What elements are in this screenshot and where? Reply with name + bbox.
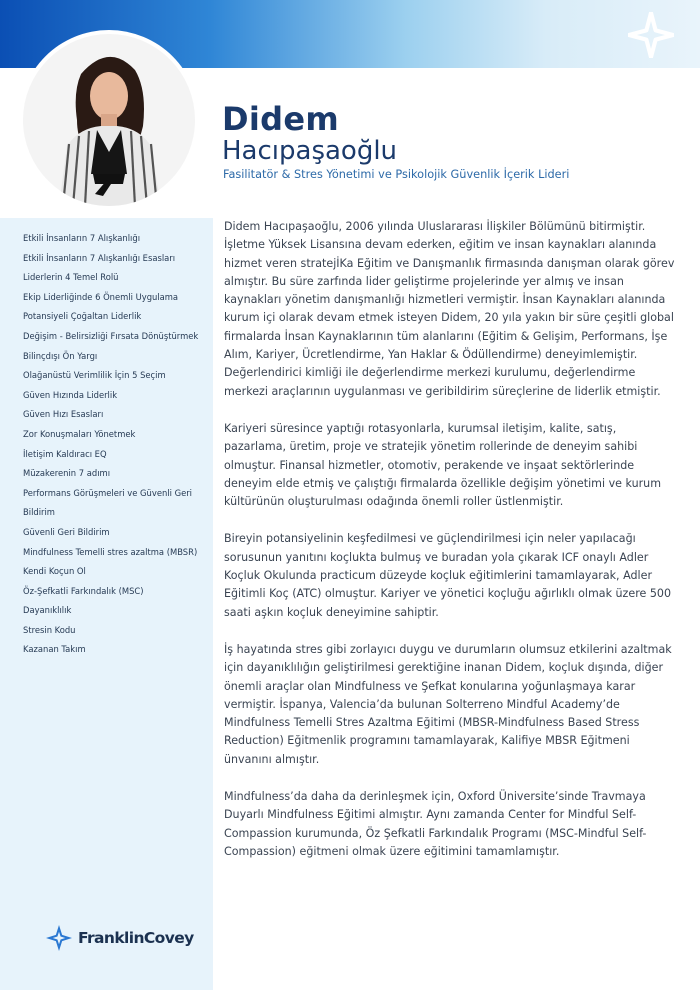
topic-item: Dayanıklılık bbox=[23, 605, 72, 616]
topic-item: Değişim - Belirsizliği Fırsata Dönüştürmek bbox=[23, 330, 199, 341]
topic-item: Güven Hızı Esasları bbox=[23, 409, 104, 420]
topic-item: Potansiyeli Çoğaltan Liderlik bbox=[23, 311, 142, 322]
topic-item: Etkili İnsanların 7 Alışkanlığı Esasları bbox=[23, 252, 176, 263]
topic-item: Müzakerenin 7 adımı bbox=[23, 468, 111, 479]
topic-item: Bildirim bbox=[23, 507, 55, 518]
topic-item: Öz-Şefkatli Farkındalık (MSC) bbox=[23, 585, 144, 596]
topic-item: Zor Konuşmaları Yönetmek bbox=[23, 428, 136, 439]
topic-item: Olağanüstü Verimlilik İçin 5 Seçim bbox=[23, 370, 166, 381]
bio-paragraph: Mindfulness’da daha da derinleşmek için, Oxford Üniversite’sinde Travmaya Duyarlı Mindfulness Eğitimi almıştır. Aynı zamanda Center for Mindful Self-Compassion kurumunda, Öz Şefkatli Farkındalık Programı (MSC-Mindful Self-Compassion) eğitmeni olmak üzere eğitimini tamamlamıştır. bbox=[224, 790, 647, 858]
topic-item: Güvenli Geri Bildirim bbox=[23, 526, 110, 537]
topic-item: İletişim Kaldıracı EQ bbox=[23, 448, 107, 459]
bio-paragraph: İş hayatında stres gibi zorlayıcı duygu ve durumların olumsuz etkilerini azaltmak için dayanıklılığın geliştirilmesi gerektiğine inanan Didem, koçluk dışında, diğer önemli araçlar olan Mindfulness ve Şefkat konularına yoğunlaşmaya karar vermiştir. İspanya, Valencia’da bulunan Solterreno Mindful Academy’de Mindfulness Temelli Stres Azaltma Eğitimi (MBSR-Mindfulness Based Stress Reduction) Eğitmenlik programını tamamlayarak, Kalifiye MBSR Eğitmeni ünvanını almıştır. bbox=[224, 642, 672, 766]
first-name: Didem bbox=[222, 100, 339, 138]
profile-photo bbox=[23, 34, 195, 206]
franklincovey-logo-text: FranklinCovey bbox=[78, 929, 194, 947]
bio-paragraph: Kariyeri süresince yaptığı rotasyonlarla, kurumsal iletişim, kalite, satış, pazarlama, üretim, proje ve stratejik yönetim rollerinde de deneyim sahibi olmuştur. Finansal hizmetler, otomotiv, perakende ve inşaat sektörlerinde deneyim elde etmiş ve çalıştığı firmalarda özellikle değişim yönetimi ve kurum kültürünün oluşturulması odağında önemli roller üstlenmiştir. bbox=[224, 421, 662, 509]
topic-item: Güven Hızında Liderlik bbox=[23, 389, 118, 400]
bio-paragraph: Didem Hacıpaşaoğlu, 2006 yılında Uluslararası İlişkiler Bölümünü bitirmiştir. İşletme Yüksek Lisansına devam ederken, eğitim ve insan kaynakları alanında hizmet veren stratejİKa Eğitim ve Danışmanlık firmasında danışman olarak görev almıştır. Bu süre zarfında lider geliştirme projelerinde yer almış ve insan kaynakları yönetim danışmanlığı hizmetleri vermiştir. İnsan Kaynakları alanında kurum içi olarak devam etmek isteyen Didem, 20 yıla yakın bir süre çeşitli global firmalarda İnsan Kaynaklarının tüm alanlarını (Eğitim & Gelişim, Performans, İşe Alım, Kariyer, Ücretlendirme, Yan Haklar & Ödüllendirme) deneyimlemiştir. Değerlendirici kimliği ile değerlendirme merkezi kurulumu, değerlendirme merkezi araçlarının uygulanması ve geribildirim süreçlerine de liderlik etmiştir. bbox=[224, 220, 675, 398]
topic-item: Bilinçdışı Ön Yargı bbox=[23, 350, 98, 361]
topic-item: Etkili İnsanların 7 Alışkanlığı bbox=[23, 233, 141, 243]
topic-item: Kazanan Takım bbox=[23, 644, 86, 655]
topic-item: Mindfulness Temelli stres azaltma (MBSR) bbox=[23, 546, 198, 557]
job-title: Fasilitatör & Stres Yönetimi ve Psikolojik Güvenlik İçerik Lideri bbox=[223, 168, 570, 181]
biography bbox=[224, 218, 680, 880]
topic-item: Stresin Kodu bbox=[23, 624, 76, 635]
topic-item: Kendi Koçun Ol bbox=[23, 566, 86, 577]
franklincovey-star-logo-icon bbox=[628, 12, 674, 58]
training-topics-list bbox=[23, 229, 198, 660]
last-name: Hacıpaşaoğlu bbox=[222, 136, 398, 166]
franklincovey-logo bbox=[46, 924, 194, 952]
franklincovey-mark-icon bbox=[46, 925, 72, 951]
topic-item: Performans Görüşmeleri ve Güvenli Geri bbox=[23, 487, 193, 498]
topic-item: Liderlerin 4 Temel Rolü bbox=[23, 272, 119, 283]
topic-item: Ekip Liderliğinde 6 Önemli Uygulama bbox=[23, 291, 179, 302]
bio-paragraph: Bireyin potansiyelinin keşfedilmesi ve güçlendirilmesi için neler yapılacağı sorusunun yanıtını koçlukta bulmuş ve buradan yola çıkarak ICF onaylı Adler Koçluk Okulunda practicum düzeyde koçluk eğitimlerini tamamlayarak, Adler Eğitimli Koç (ATC) olmuştur. Kariyer ve yönetici koçluğu ağırlıklı olmak üzere 500 saati aşkın koçluk deneyimine sahiptir. bbox=[224, 532, 672, 619]
